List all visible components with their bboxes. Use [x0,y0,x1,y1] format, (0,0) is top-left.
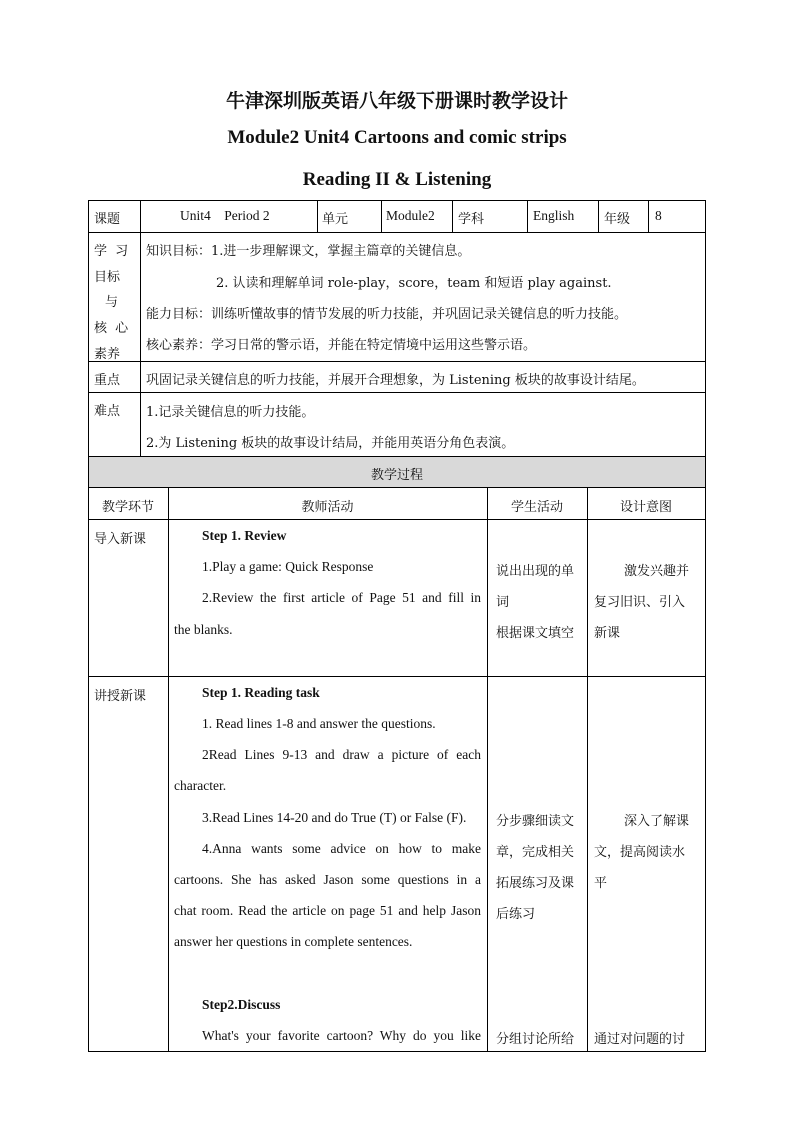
teacher-activity-line: the blanks. [174,622,233,637]
key-point-text: 巩固记录关键信息的听力技能，并展开合理想象，为 Listening 板块的故事设计结尾。 [146,373,645,388]
stage-intro: 导入新课 [94,532,147,547]
purpose-line: 新课 [594,626,621,641]
difficulty-line-2: 2.为 Listening 板块的故事设计结局，并能用英语分角色表演。 [146,436,515,451]
process-header: 教学过程 [370,468,423,483]
teacher-activity-line: answer her questions in complete sentences. [174,934,413,949]
topic-label: 课题 [94,212,121,227]
stage-teach: 讲授新课 [94,689,147,704]
objectives-label-2: 目标 [94,270,121,285]
key-point-label: 重点 [94,373,121,388]
purpose-line: 平 [594,876,608,891]
step-reading-task: Step 1. Reading task [202,685,320,700]
col-student: 学生活动 [510,500,563,515]
teacher-activity-line: What's your favorite cartoon? Why do you like [202,1028,481,1043]
objectives-label-5: 素养 [94,347,121,362]
objective-knowledge: 知识目标：1.进一步理解课文，掌握主篇章的关键信息。 [146,244,471,259]
student-activity-line: 分组讨论所给 [496,1032,575,1047]
col-teacher: 教师活动 [301,500,354,515]
student-activity-line: 根据课文填空 [496,626,575,641]
teacher-activity-line: 2Read Lines 9-13 and draw a picture of each [202,747,481,762]
teacher-activity-line: chat room. Read the article on page 51 and help Jason [174,903,481,918]
unit-value: Module2 [386,208,435,223]
step-review: Step 1. Review [202,528,287,543]
subject-label: 学科 [458,212,485,227]
student-activity-line: 词 [496,595,510,610]
teacher-activity-line: 1. Read lines 1-8 and answer the questions. [202,716,436,731]
grade-label: 年级 [604,212,631,227]
purpose-line: 通过对问题的讨 [594,1032,686,1047]
step-discuss: Step2.Discuss [202,997,281,1012]
purpose-line: 复习旧识、引入 [594,595,686,610]
teacher-activity-line: cartoons. She has asked Jason some questions in a [174,872,481,887]
objective-vocab: 2. 认读和理解单词 role-play，score，team 和短语 play against. [216,276,612,291]
student-activity-line: 分步骤细读文 [496,814,575,829]
teacher-activity-line: 3.Read Lines 14-20 and do True (T) or False (F). [202,810,467,825]
student-activity-line: 拓展练习及课 [496,876,575,891]
subject-value: English [533,208,575,223]
teacher-activity-line: 2.Review the first article of Page 51 and fill in [202,590,481,605]
col-stage: 教学环节 [101,500,154,515]
purpose-line: 文，提高阅读水 [594,845,686,860]
difficulty-line-1: 1.记录关键信息的听力技能。 [146,405,315,420]
grade-value: 8 [655,208,662,223]
teacher-activity-line: 1.Play a game: Quick Response [202,559,374,574]
objectives-label-4: 核 心 [94,321,131,336]
teacher-activity-line: character. [174,778,227,793]
teacher-activity-line: 4.Anna wants some advice on how to make [202,841,481,856]
objectives-label-3: 与 [105,295,119,310]
document-title: 牛津深圳版英语八年级下册课时教学设计 [225,90,568,112]
unit-label: 单元 [322,212,349,227]
objective-ability: 能力目标：训练听懂故事的情节发展的听力技能，并巩固记录关键信息的听力技能。 [146,307,628,322]
objectives-label-1: 学 习 [94,244,131,259]
difficulty-label: 难点 [94,404,121,419]
lesson-title: Reading II & Listening [302,169,492,190]
purpose-line: 激发兴趣并 [624,564,690,579]
student-activity-line: 章，完成相关 [496,845,575,860]
topic-value: Unit4 Period 2 [180,208,270,223]
objective-core: 核心素养：学习日常的警示语，并能在特定情境中运用这些警示语。 [146,338,537,353]
purpose-line: 深入了解课 [624,814,690,829]
module-title: Module2 Unit4 Cartoons and comic strips [227,127,567,148]
student-activity-line: 后练习 [496,907,536,922]
student-activity-line: 说出出现的单 [496,564,575,579]
col-purpose: 设计意图 [619,500,672,515]
